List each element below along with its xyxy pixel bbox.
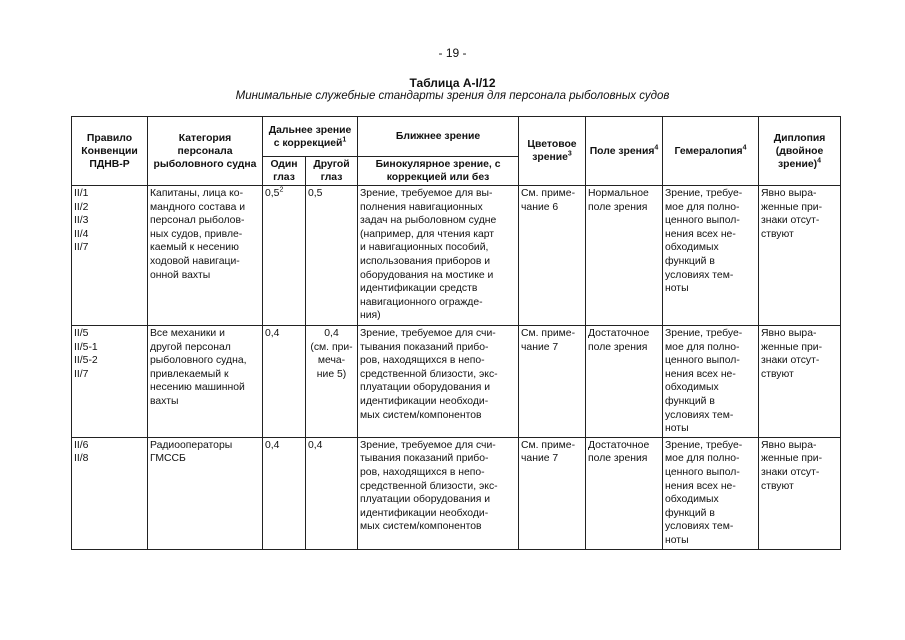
cell-category: Все механики и другой персонал рыболовного судна, привлекаемый к несению машинной вахты bbox=[148, 326, 263, 438]
cell-rule: II/5 II/5-1 II/5-2 II/7 bbox=[72, 326, 148, 438]
cell-one-eye: $0,5^2$ bbox=[263, 186, 306, 326]
header-one-eye: Один глаз bbox=[263, 157, 306, 186]
header-diplopia: Диплопия (двойное зрение)$^4$ bbox=[759, 117, 841, 186]
cell-near: Зрение, требуемое для счи- тывания показаний прибо- ров, находящихся в непо- средственной близости, экс- плуатации оборудования и идентификации необходи- мых систем/компонентов bbox=[358, 326, 519, 438]
header-night-blindness: Гемералопия$^4$ bbox=[663, 117, 759, 186]
page-number: - 19 - bbox=[438, 46, 467, 60]
cell-diplopia: Явно выра- женные при- знаки отсут- ствуют bbox=[759, 437, 841, 549]
header-near-vision: Ближнее зрение bbox=[358, 117, 519, 157]
cell-field: Достаточное поле зрения bbox=[586, 437, 663, 549]
cell-rule: II/1 II/2 II/3 II/4 II/7 bbox=[72, 186, 148, 326]
cell-other-eye: 0,4 bbox=[306, 437, 358, 549]
cell-category: Капитаны, лица ко- мандного состава и персонал рыболов- ных судов, привле- каемый к несению ходовой навигаци- онной вахты bbox=[148, 186, 263, 326]
cell-rule: II/6 II/8 bbox=[72, 437, 148, 549]
header-distance-vision: Дальнее зрение с коррекцией$^1$ bbox=[263, 117, 358, 157]
header-color-vision: Цветовое зрение$^3$ bbox=[519, 117, 586, 186]
cell-night: Зрение, требуе- мое для полно- ценного выпол- нения всех не- обходимых функций в условиях тем- ноты bbox=[663, 326, 759, 438]
cell-one-eye: 0,4 bbox=[263, 437, 306, 549]
cell-field: Нормальное поле зрения bbox=[586, 186, 663, 326]
cell-diplopia: Явно выра- женные при- знаки отсут- ствуют bbox=[759, 186, 841, 326]
header-category: Категория персонала рыболовного судна bbox=[148, 117, 263, 186]
header-binocular: Бинокулярное зрение, с коррекцией или без bbox=[358, 157, 519, 186]
cell-other-eye: 0,4 (см. при- меча- ние 5) bbox=[306, 326, 358, 438]
vision-standards-table bbox=[71, 116, 841, 550]
cell-one-eye: 0,4 bbox=[263, 326, 306, 438]
cell-field: Достаточное поле зрения bbox=[586, 326, 663, 438]
header-other-eye: Другой глаз bbox=[306, 157, 358, 186]
table-title: Таблица A-I/12 bbox=[409, 76, 496, 90]
cell-color: См. приме- чание 7 bbox=[519, 326, 586, 438]
cell-category: Радиооператоры ГМССБ bbox=[148, 437, 263, 549]
cell-night: Зрение, требуе- мое для полно- ценного выпол- нения всех не- обходимых функций в условиях тем- ноты bbox=[663, 437, 759, 549]
cell-diplopia: Явно выра- женные при- знаки отсут- ствуют bbox=[759, 326, 841, 438]
header-rule: Правило Конвенции ПДНВ-Р bbox=[72, 117, 148, 186]
cell-near: Зрение, требуемое для счи- тывания показаний прибо- ров, находящихся в непо- средственной близости, экс- плуатации оборудования и идентификации необходи- мых систем/компонентов bbox=[358, 437, 519, 549]
table-subtitle: Минимальные служебные стандарты зрения для персонала рыболовных судов bbox=[235, 90, 670, 102]
cell-night: Зрение, требуе- мое для полно- ценного выпол- нения всех не- обходимых функций в условиях тем- ноты bbox=[663, 186, 759, 326]
cell-other-eye: 0,5 bbox=[306, 186, 358, 326]
cell-color: См. приме- чание 7 bbox=[519, 437, 586, 549]
table-row bbox=[72, 326, 841, 438]
table-row bbox=[72, 437, 841, 549]
cell-near: Зрение, требуемое для вы- полнения навигационных задач на рыболовном судне (например, для чтения карт и навигационных пособий, использования приборов и оборудования на мостике и идентификации средств навигационного огражде- ния) bbox=[358, 186, 519, 326]
table-row bbox=[72, 186, 841, 326]
cell-color: См. приме- чание 6 bbox=[519, 186, 586, 326]
header-field-vision: Поле зрения$^4$ bbox=[586, 117, 663, 186]
